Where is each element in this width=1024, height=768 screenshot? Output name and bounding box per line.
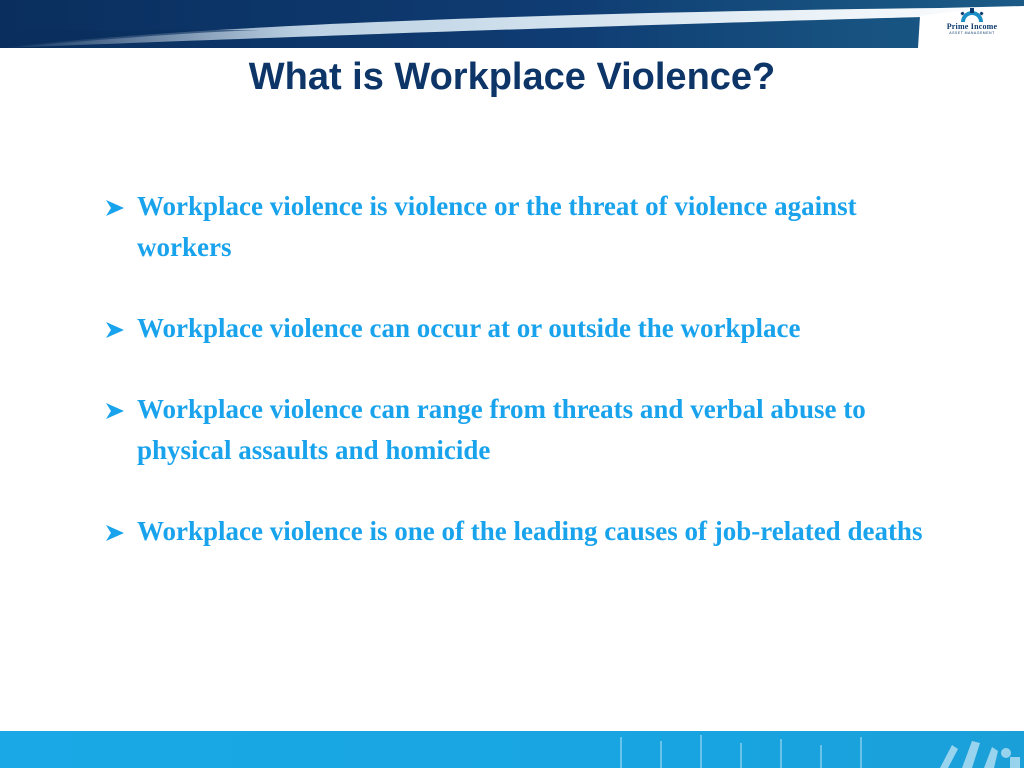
bullet-item (104, 511, 944, 552)
bullet-list (104, 186, 944, 592)
bullet-text: Workplace violence is one of the leading causes of job-related deaths (137, 516, 923, 546)
bullet-item (104, 186, 944, 268)
arrowhead-bullet-icon (104, 199, 126, 217)
top-banner-swoosh (0, 0, 1024, 48)
bottom-band-pattern (0, 731, 1024, 768)
slide-title: What is Workplace Violence? (248, 56, 776, 98)
arrowhead-bullet-icon (104, 402, 126, 420)
logo-subtitle: ASSET MANAGEMENT (949, 31, 995, 35)
bullet-item (104, 389, 944, 471)
arrowhead-bullet-icon (104, 524, 126, 542)
bullet-text: Workplace violence can range from threats and verbal abuse to physical assaults and homicide (137, 394, 866, 465)
arrowhead-bullet-icon (104, 321, 126, 339)
bullet-item (104, 308, 944, 349)
prime-income-logo-mark-icon (958, 6, 986, 22)
bullet-text: Workplace violence is violence or the threat of violence against workers (137, 191, 857, 262)
bottom-band (0, 731, 1024, 768)
top-banner (0, 0, 1024, 48)
bullet-text: Workplace violence can occur at or outside the workplace (137, 313, 801, 343)
company-logo (934, 6, 1010, 40)
logo-name: Prime Income (946, 22, 998, 31)
